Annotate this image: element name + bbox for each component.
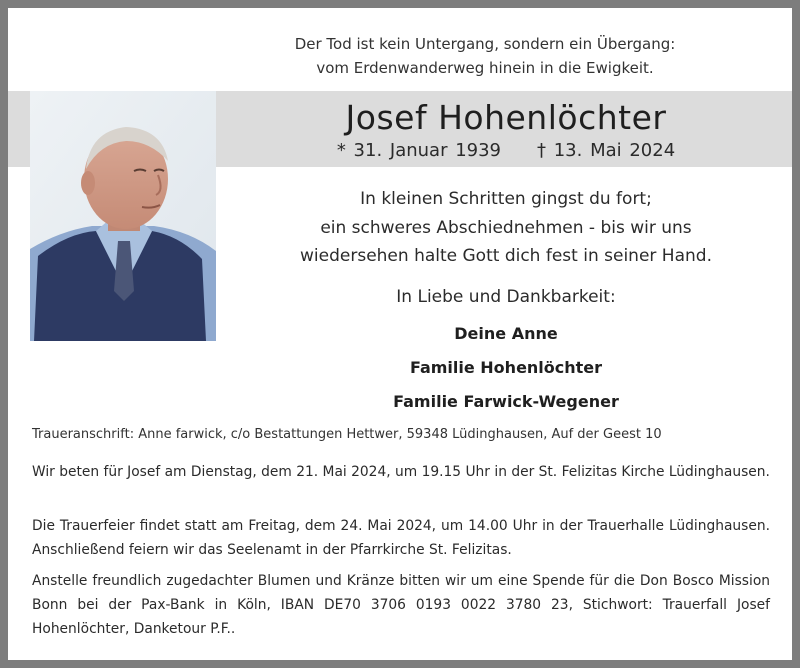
- signer: Familie Farwick-Wegener: [393, 392, 619, 411]
- motto-line-2: vom Erdenwanderweg hinein in die Ewigkeit.: [316, 59, 654, 77]
- death-date: † 13. Mai 2024: [537, 140, 676, 161]
- poem-line: ein schweres Abschiednehmen - bis wir uns: [320, 217, 692, 238]
- poem-line: In kleinen Schritten gingst du fort;: [360, 189, 652, 209]
- donation-notice: Anstelle freundlich zugedachter Blumen und Kränze bitten wir um eine Spende für die Don Bosco Mission Bonn bei der Pax-Bank in Köln, IBAN DE70 3706 0193 0022 3780 23, Stichwort: Trauerfall Josef Hohenlöchter, Danketour P.F..: [32, 573, 770, 637]
- poem-line: wiedersehen halte Gott dich fest in seiner Hand.: [300, 246, 712, 266]
- motto: [8, 32, 792, 80]
- poem: [220, 185, 792, 271]
- signers: [220, 317, 792, 419]
- signer: Familie Hohenlöchter: [409, 358, 603, 377]
- life-dates: [220, 138, 792, 164]
- funeral-notice: Die Trauerfeier findet statt am Freitag, dem 24. Mai 2024, um 14.00 Uhr in der Trauerhalle Lüdinghausen. Anschließend feiern wir das Seelenamt in der Pfarrkirche St. Felizitas.: [32, 518, 770, 558]
- mourning-address: Traueranschrift: Anne farwick, c/o Bestattungen Hettwer, 59348 Lüdinghausen, Auf der Geest 10: [32, 427, 662, 442]
- signer: Deine Anne: [454, 324, 558, 343]
- deceased-name: Josef Hohenlöchter: [345, 98, 667, 137]
- motto-line-1: Der Tod ist kein Untergang, sondern ein Übergang:: [294, 35, 676, 53]
- prayer-notice: Wir beten für Josef am Dienstag, dem 21. Mai 2024, um 19.15 Uhr in der St. Felizitas Kirche Lüdinghausen.: [32, 464, 770, 480]
- thanks-line: In Liebe und Dankbarkeit:: [396, 287, 616, 307]
- obituary-notice: [8, 8, 792, 660]
- portrait-photo: [30, 91, 216, 341]
- birth-date: * 31. Januar 1939: [336, 140, 501, 161]
